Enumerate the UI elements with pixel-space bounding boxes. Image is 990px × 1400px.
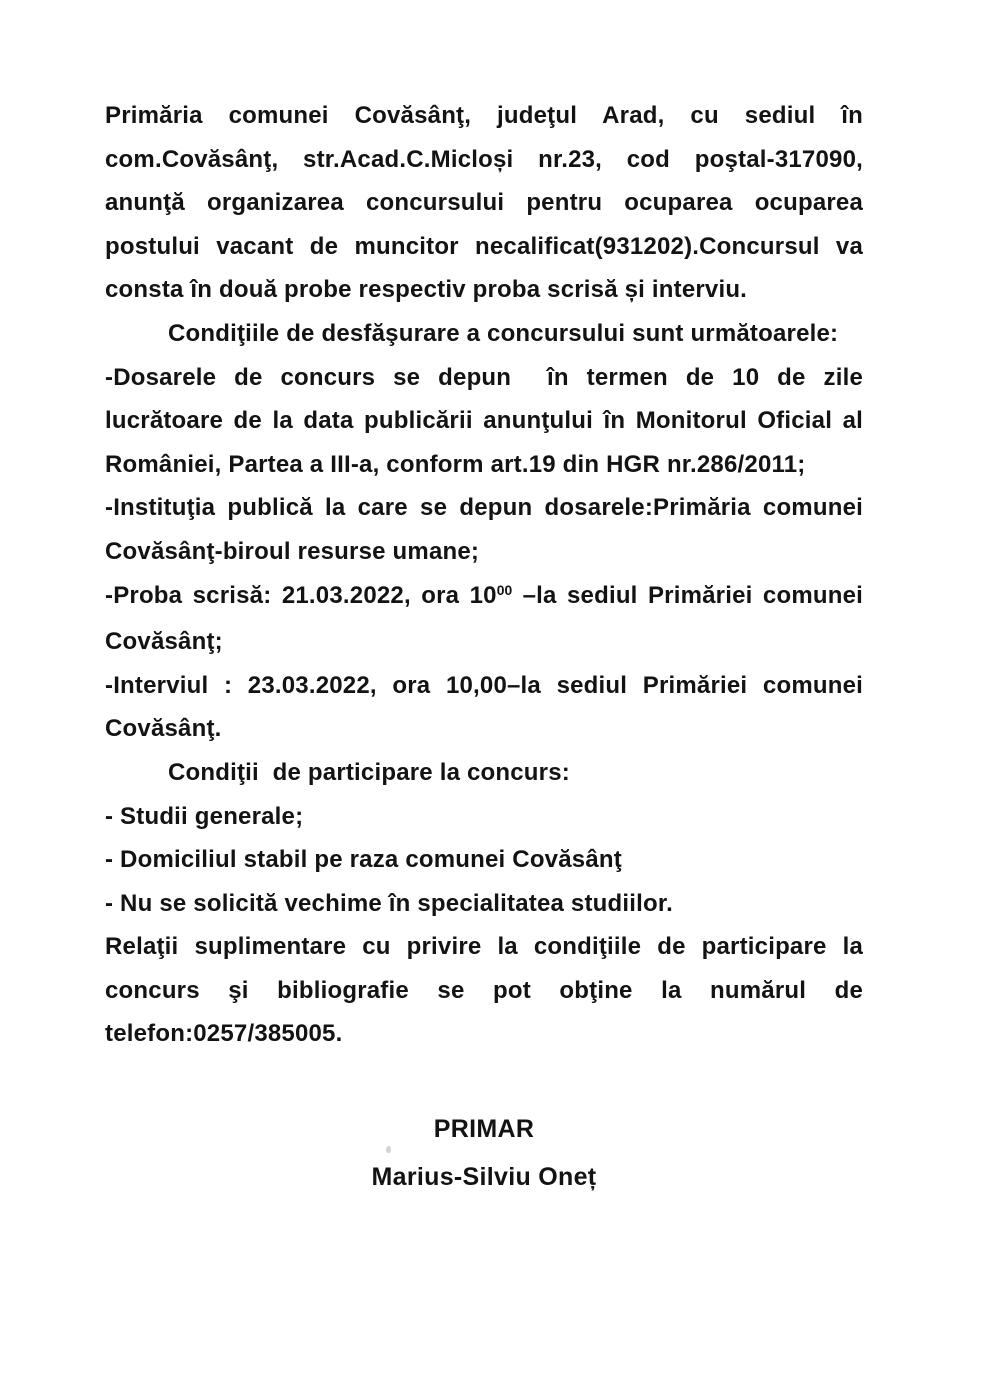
list-item: - Nu se solicită vechime în specialitatea studiilor. — [105, 889, 673, 917]
text-line-written-test — [105, 574, 863, 621]
signature-name: Marius-Silviu Oneț — [371, 1163, 597, 1191]
text-line: postului vacant de muncitor necalificat(931202).Concursul va — [105, 232, 863, 260]
text-segment: -Proba scrisă: 21.03.2022, ora 10 — [105, 581, 497, 609]
text-line: -Interviul : 23.03.2022, ora 10,00–la sediul Primăriei comunei — [105, 671, 863, 699]
text-line: Primăria comunei Covăsânţ, judeţul Arad, cu sediul în — [105, 102, 863, 129]
section-heading-conditions: Condiţiile de desfăşurare a concursului sunt următoarele: — [168, 319, 839, 347]
text-line: lucrătoare de la data publicării anunţului în Monitorul Oficial al — [105, 407, 863, 435]
text-line: Covăsânţ. — [105, 715, 222, 743]
text-segment: –la sediul Primăriei comunei — [512, 581, 863, 609]
signature-block — [105, 1105, 863, 1201]
superscript-hour: 00 — [496, 582, 513, 599]
text-line: com.Covăsânţ, str.Acad.C.Micloși nr.23, cod poştal-317090, — [105, 145, 863, 173]
text-line: României, Partea a III-a, conform art.19 din HGR nr.286/2011; — [105, 450, 806, 478]
text-line: Relaţii suplimentare cu privire la condiţiile de participare la — [105, 933, 863, 961]
text-line: anunţă organizarea concursului pentru ocuparea ocuparea — [105, 189, 863, 217]
text-line: concurs şi bibliografie se pot obţine la numărul de — [105, 976, 863, 1004]
list-item: - Domiciliul stabil pe raza comunei Covăsânţ — [105, 846, 622, 874]
text-line: -Instituţia publică la care se depun dosarele:Primăria comunei — [105, 494, 863, 522]
text-line: Covăsânţ; — [105, 628, 223, 656]
text-line: Covăsânţ-biroul resurse umane; — [105, 537, 480, 565]
text-line-phone: telefon:0257/385005. — [105, 1020, 343, 1048]
text-line: consta în două probe respectiv proba scrisă și interviu. — [105, 276, 748, 304]
announcement-body — [105, 94, 863, 1056]
list-item: - Studii generale; — [105, 802, 304, 830]
signature-title: PRIMAR — [433, 1115, 535, 1143]
text-line: -Dosarele de concurs se depun în termen de 10 de zile — [105, 363, 863, 391]
section-heading-participation: Condiţii de participare la concurs: — [168, 758, 570, 786]
